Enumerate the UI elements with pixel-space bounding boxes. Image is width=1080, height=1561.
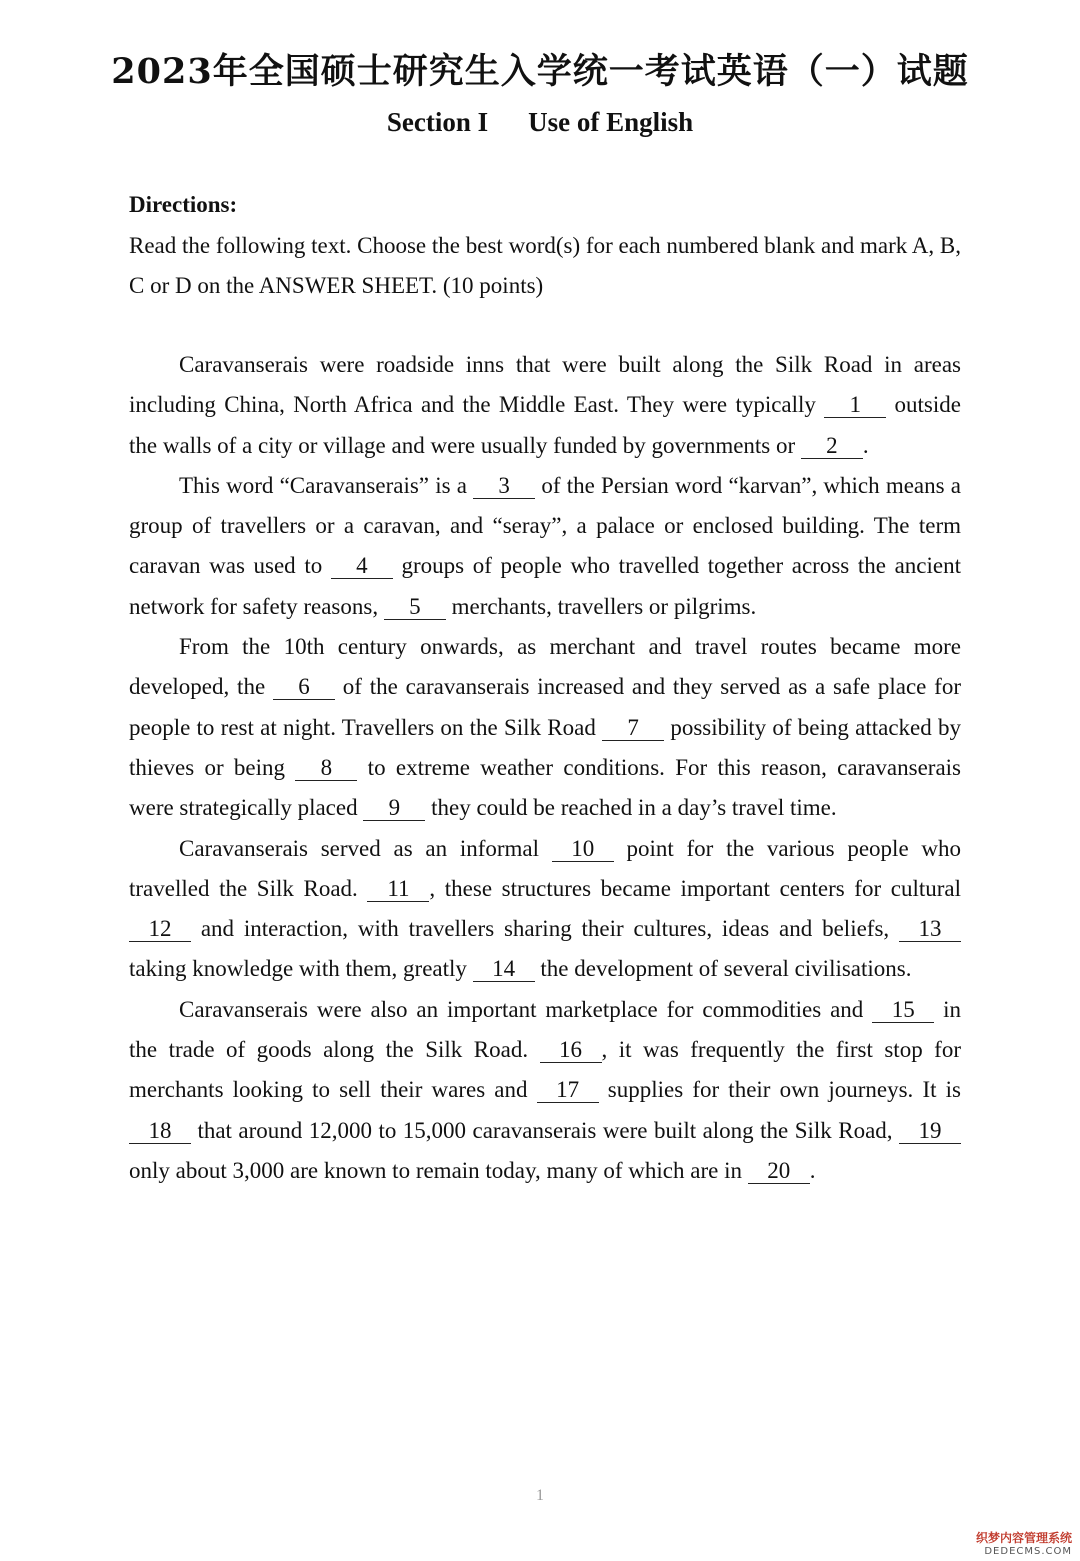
passage-text: , it was frequently the first stop for merchants looking to sell their wares and (129, 1037, 961, 1103)
passage-text: and interaction, with travellers sharing their cultures, ideas and beliefs, (191, 916, 899, 942)
passage-text: that around 12,000 to 15,000 caravanserais were built along the Silk Road, (191, 1117, 899, 1143)
blank-14: 14 (473, 957, 535, 982)
passage-text: of the caravanserais increased and they served as a safe place for people to rest at night. Travellers on the Silk Road (129, 674, 961, 740)
passage-text: the development of several civilisations. (534, 956, 912, 982)
passage-text: . (809, 1157, 816, 1183)
passage-text: in the trade of goods along the Silk Road. (129, 996, 961, 1063)
exam-title: 2023年全国硕士研究生入学统一考试英语（一）试题 (111, 51, 969, 92)
paragraph-1 (129, 345, 961, 466)
section-label: Section I (386, 107, 489, 137)
cloze-passage (129, 345, 961, 1191)
blank-9: 9 (363, 796, 425, 821)
passage-text: to extreme weather conditions. For this reason, caravanserais were strategically placed (129, 754, 962, 821)
paragraph-4 (129, 829, 961, 990)
passage-text: , these structures became important centers for cultural (429, 875, 961, 901)
watermark-en-text: DEDECMS.COM (984, 1546, 1072, 1557)
passage-text: supplies for their own journeys. It is (598, 1077, 961, 1103)
blank-6: 6 (273, 675, 335, 700)
paragraph-5 (129, 990, 961, 1191)
blank-3: 3 (473, 474, 535, 499)
blank-12: 12 (129, 917, 191, 942)
passage-text: From the 10th century onwards, as merchant and travel routes became more developed, the (129, 634, 961, 700)
watermark-logo (976, 1529, 1072, 1557)
blank-18: 18 (129, 1119, 191, 1144)
passage-text: of the Persian word “karvan”, which means a group of travellers or a caravan, and “seray”, a palace or enclosed building. The term caravan was used to (129, 472, 961, 579)
passage-text: taking knowledge with them, greatly (129, 956, 473, 982)
passage-text: outside the walls of a city or village and were usually funded by governments or (129, 392, 961, 458)
passage-text: . (862, 432, 869, 458)
section-heading (0, 107, 1080, 138)
passage-text: only about 3,000 are known to remain today, many of which are in (129, 1157, 748, 1183)
paragraph-3 (129, 627, 961, 828)
blank-1: 1 (824, 393, 886, 418)
blank-20: 20 (748, 1159, 810, 1184)
passage-text: groups of people who travelled together across the ancient network for safety reasons, (129, 553, 962, 619)
directions-label: Directions: (129, 192, 238, 217)
passage-text: they could be reached in a day’s travel time. (425, 795, 837, 821)
blank-19: 19 (899, 1119, 961, 1144)
passage-text: point for the various people who travelled the Silk Road. (129, 835, 961, 901)
passage-text: This word “Caravanserais” is a (179, 472, 474, 498)
page-number: 1 (536, 1487, 544, 1504)
blank-5: 5 (384, 595, 446, 620)
passage-text: Caravanserais were roadside inns that were built along the Silk Road in areas including China, North Africa and the Middle East. They were typically (129, 352, 961, 418)
passage-text: Caravanserais were also an important marketplace for commodities and (179, 996, 873, 1022)
blank-11: 11 (367, 877, 429, 902)
section-title: Use of English (528, 107, 694, 137)
blank-2: 2 (801, 434, 863, 459)
blank-7: 7 (602, 716, 664, 741)
passage-text: possibility of being attacked by thieves or being (129, 714, 961, 780)
directions-text: Read the following text. Choose the best word(s) for each numbered blank and mark A, B, C or D on the ANSWER SHEET. (10 points) (129, 233, 961, 298)
blank-15: 15 (872, 998, 934, 1023)
blank-16: 16 (540, 1038, 602, 1063)
paragraph-2 (129, 466, 961, 627)
blank-4: 4 (331, 554, 393, 579)
passage-text: merchants, travellers or pilgrims. (445, 593, 757, 619)
blank-8: 8 (295, 756, 357, 781)
blank-13: 13 (899, 917, 961, 942)
blank-10: 10 (552, 837, 614, 862)
watermark-cn-text: 织梦内容管理系统 (975, 1531, 1072, 1545)
passage-text: Caravanserais served as an informal (179, 835, 552, 861)
blank-17: 17 (537, 1078, 599, 1103)
